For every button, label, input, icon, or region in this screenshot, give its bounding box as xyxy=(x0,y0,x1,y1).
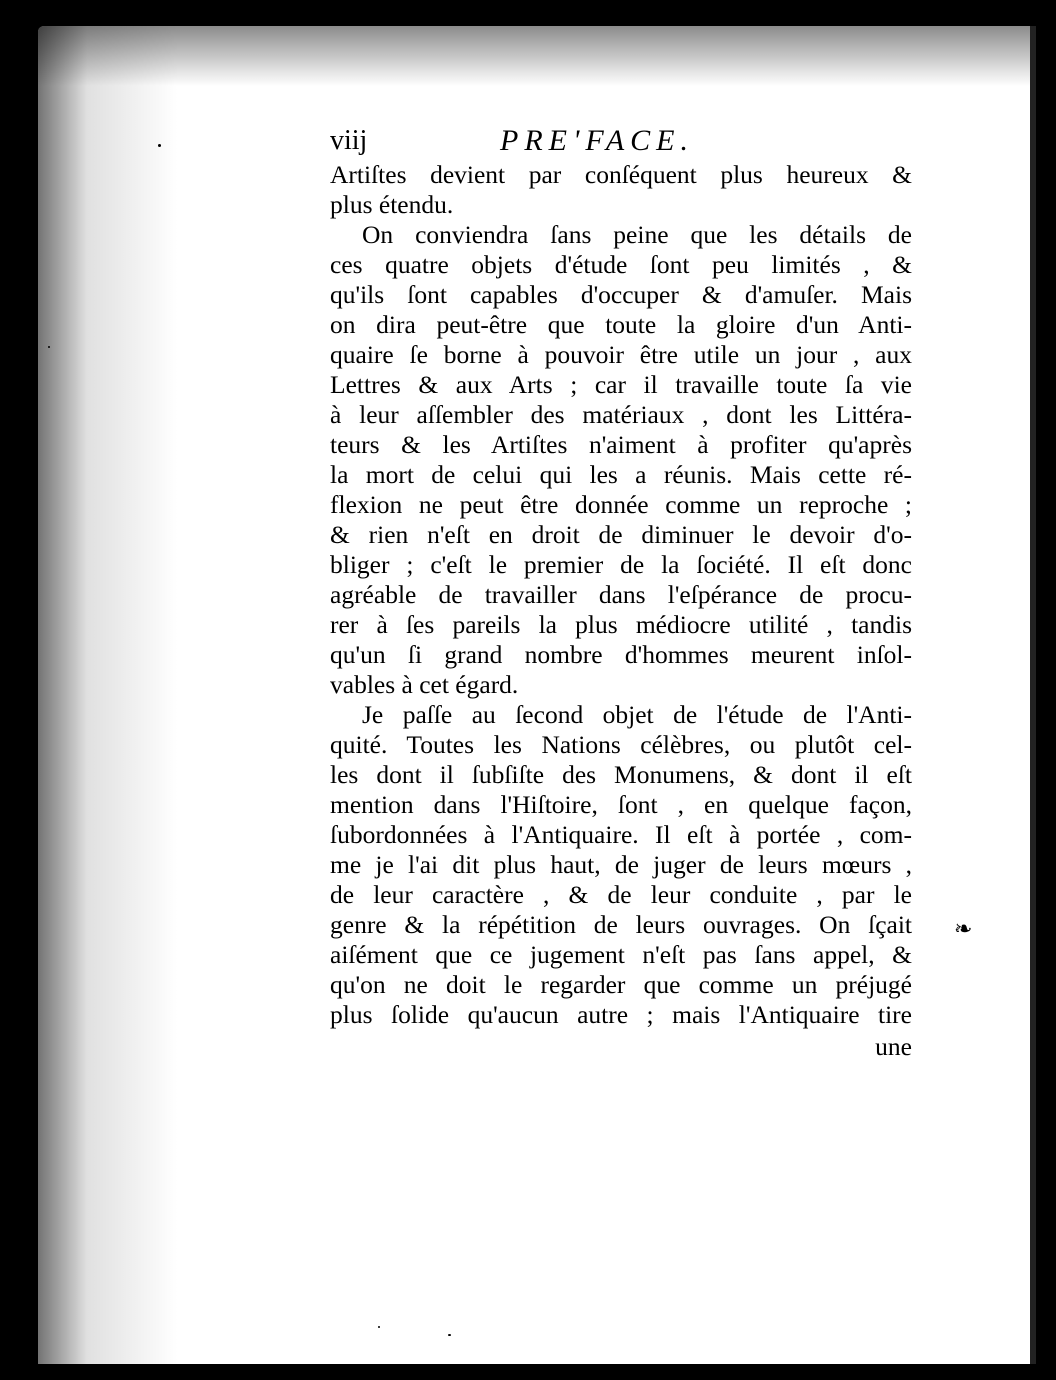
text-block xyxy=(330,122,912,1062)
text-line: plus étendu. xyxy=(330,190,454,219)
text-line: genre & la répétition de leurs ouvrages. On ſçait xyxy=(330,910,912,939)
ink-speck xyxy=(378,1326,380,1328)
text-line: teurs & les Artiſtes n'aiment à profiter qu'après xyxy=(330,430,912,459)
text-line: ces quatre objets d'étude ſont peu limités , & xyxy=(330,250,912,279)
scan-shadow-top xyxy=(38,26,1036,86)
text-line: qu'un ſi grand nombre d'hommes meurent inſol- xyxy=(330,640,912,669)
text-line: flexion ne peut être donnée comme un reproche ; xyxy=(330,490,912,519)
text-line: vables à cet égard. xyxy=(330,670,519,699)
ink-speck xyxy=(48,346,50,348)
ink-speck xyxy=(158,144,161,147)
text-line: qu'on ne doit le regarder que comme un préjugé xyxy=(330,970,912,999)
text-line: quité. Toutes les Nations célèbres, ou plutôt cel- xyxy=(330,730,912,759)
text-line: me je l'ai dit plus haut, de juger de leurs mœurs , xyxy=(330,850,912,879)
text-line: Artiſtes devient par conſéquent plus heureux & xyxy=(330,160,912,189)
margin-mark: ❧ xyxy=(954,916,973,941)
text-line: mention dans l'Hiſtoire, ſont , en quelque façon, xyxy=(330,790,912,819)
text-line: bliger ; c'eſt le premier de la ſociété. Il eſt donc xyxy=(330,550,912,579)
text-line: on dira peut-être que toute la gloire d'un Anti- xyxy=(330,310,912,339)
scan-edge-right xyxy=(1030,26,1036,1364)
text-line: Je paſſe au ſecond objet de l'étude de l'Anti- xyxy=(362,700,912,729)
text-line: & rien n'eſt en droit de diminuer le devoir d'o- xyxy=(330,520,912,549)
text-line: On conviendra ſans peine que les détails de xyxy=(362,220,912,249)
text-line: rer à ſes pareils la plus médiocre utilité , tandis xyxy=(330,610,912,639)
text-line: plus ſolide qu'aucun autre ; mais l'Antiquaire tire xyxy=(330,1000,912,1029)
running-head: PRE'FACE. xyxy=(500,124,695,157)
text-line: qu'ils ſont capables d'occuper & d'amuſer. Mais xyxy=(330,280,912,309)
text-line: les dont il ſubſiſte des Monumens, & dont il eſt xyxy=(330,760,912,789)
text-line: ſubordonnées à l'Antiquaire. Il eſt à portée , com- xyxy=(330,820,912,849)
ink-speck xyxy=(448,1334,451,1336)
catchword: une xyxy=(875,1032,912,1061)
text-line: aiſément que ce jugement n'eſt pas ſans appel, & xyxy=(330,940,912,969)
page-header xyxy=(330,122,912,160)
text-line: agréable de travailler dans l'eſpérance de procu- xyxy=(330,580,912,609)
text-line: la mort de celui qui les a réunis. Mais cette ré- xyxy=(330,460,912,489)
text-line: quaire ſe borne à pouvoir être utile un jour , aux xyxy=(330,340,912,369)
page-number: viij xyxy=(330,125,368,156)
scan-shadow-left xyxy=(38,26,178,1364)
text-line: à leur aſſembler des matériaux , dont les Littéra- xyxy=(330,400,912,429)
text-line: de leur caractère , & de leur conduite , par le xyxy=(330,880,912,909)
text-line: Lettres & aux Arts ; car il travaille toute ſa vie xyxy=(330,370,912,399)
